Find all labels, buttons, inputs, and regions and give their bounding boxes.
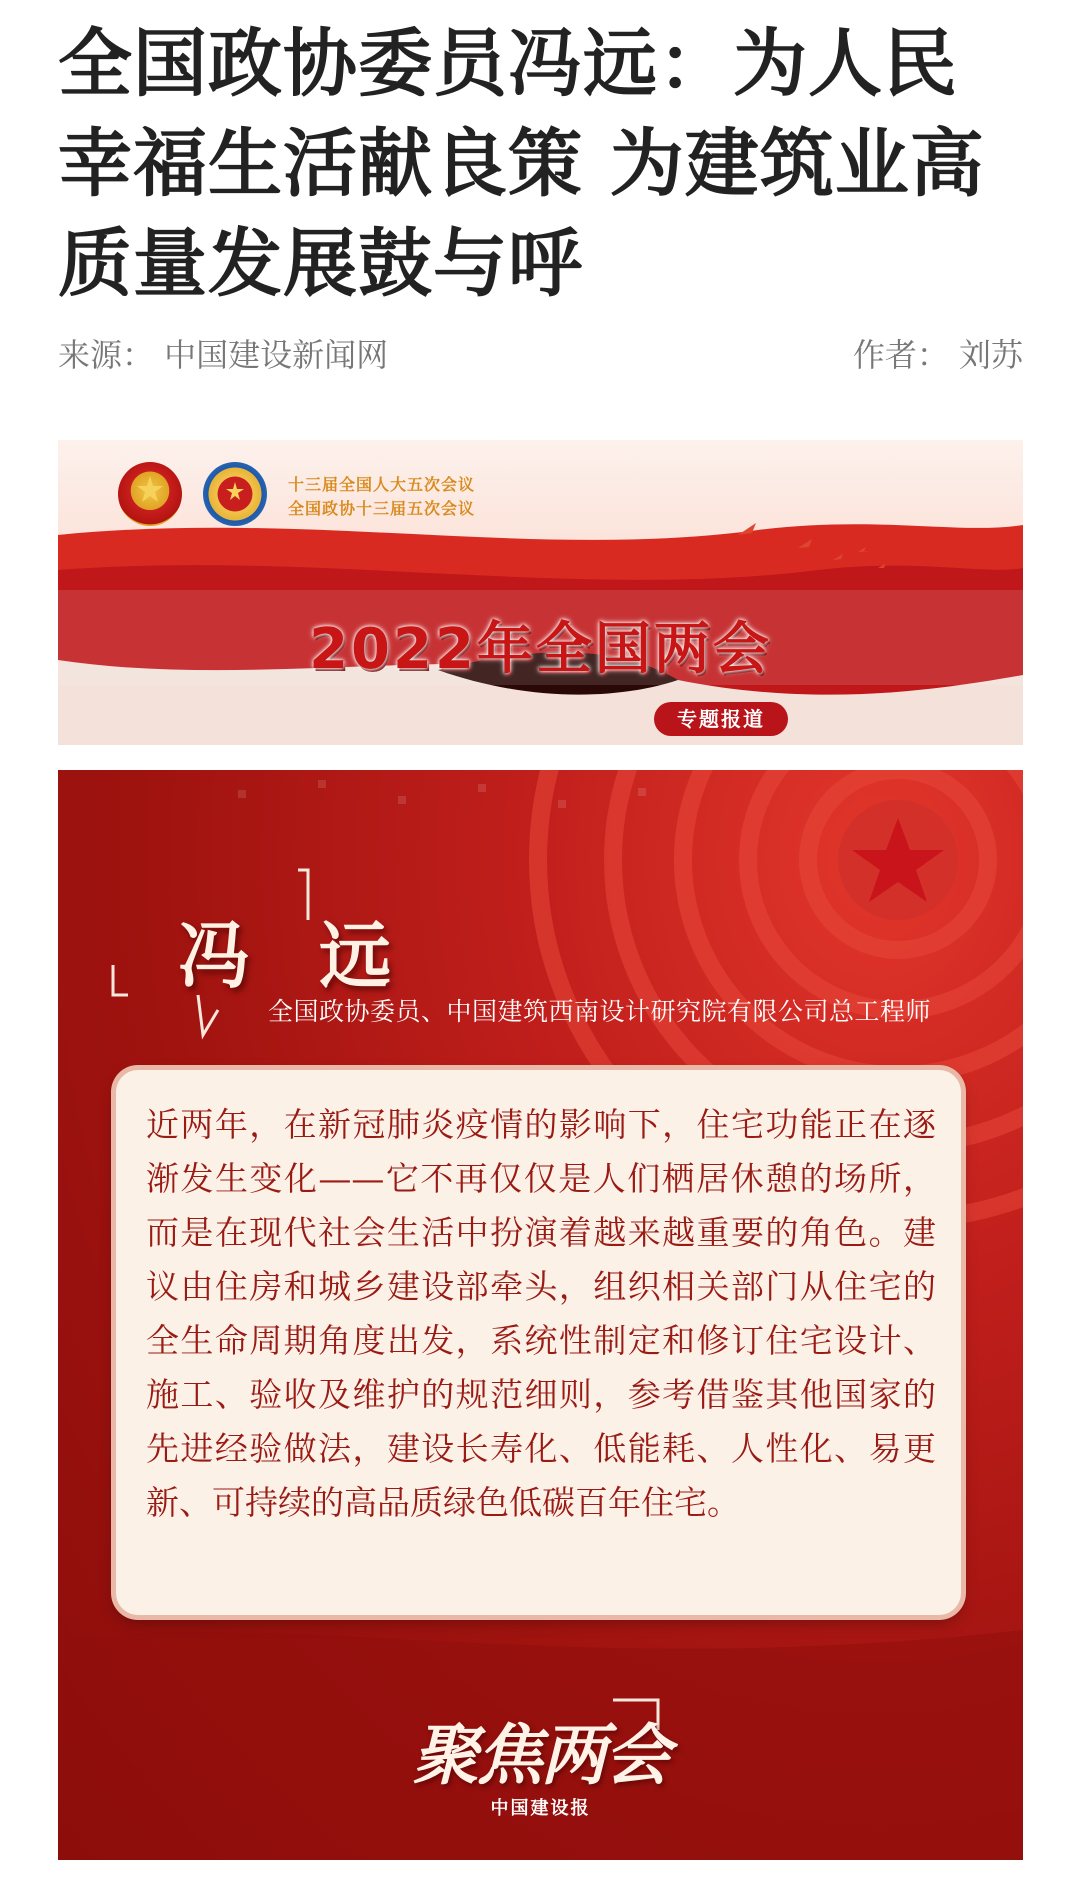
quote-poster <box>58 770 1023 1860</box>
logo-subtitle: 中国建设报 <box>490 1798 591 1819</box>
national-emblem-icon <box>118 462 182 526</box>
poster-role: 全国政协委员、中国建筑西南设计研究院有限公司总工程师 <box>268 997 932 1026</box>
cppcc-emblem-icon <box>203 462 267 526</box>
article-title: 全国政协委员冯远：为人民幸福生活献良策 为建筑业高质量发展鼓与呼 <box>58 21 985 307</box>
star-icon <box>203 462 267 526</box>
special-report-badge[interactable]: 专题报道 <box>654 702 788 736</box>
article-author: 作者： 刘苏 <box>852 336 1023 374</box>
article-meta <box>58 330 1023 376</box>
banner-subtitle-npc: 十三届全国人大五次会议 <box>288 475 476 494</box>
quote-box <box>116 1070 961 1615</box>
star-icon <box>118 462 182 526</box>
banner-headline: 2022年全国两会 <box>309 617 772 682</box>
focus-two-sessions-logo <box>58 1716 1023 1820</box>
banner-subtitle-cppcc: 全国政协十三届五次会议 <box>288 499 476 518</box>
poster-name: 冯 远 <box>178 913 414 998</box>
article-source[interactable]: 来源： 中国建设新闻网 <box>58 336 389 374</box>
quote-text: 近两年，在新冠肺炎疫情的影响下，住宅功能正在逐渐发生变化——它不再仅仅是人们栖居休憩的场所，而是在现代社会生活中扮演着越来越重要的角色。建议由住房和城乡建设部牵头，组织相关部门从住宅的全生命周期角度出发，系统性制定和修订住宅设计、施工、验收及维护的规范细则，参考借鉴其他国家的先进经验做法，建设长寿化、低能耗、人性化、易更新、可持续的高品质绿色低碳百年住宅。 <box>146 1105 936 1522</box>
two-sessions-banner[interactable] <box>58 440 1023 745</box>
logo-title: 聚焦两会 <box>412 1716 669 1794</box>
